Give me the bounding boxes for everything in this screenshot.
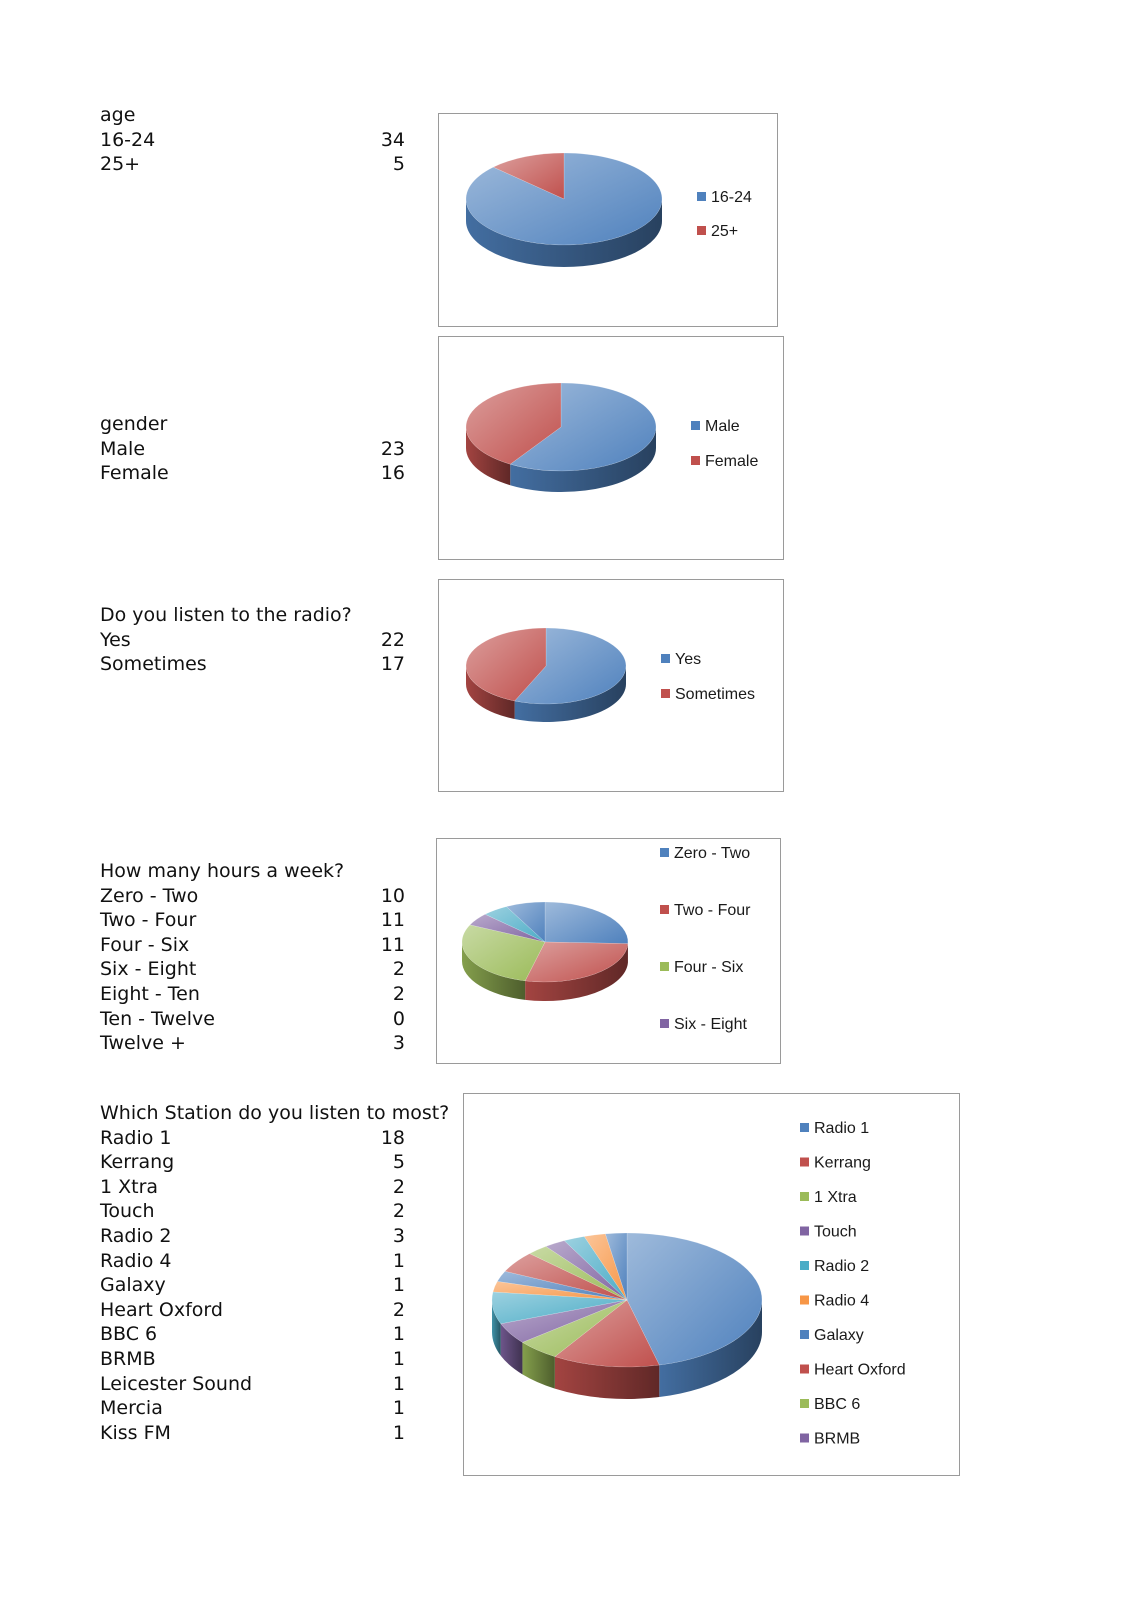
legend-label-radio-1: Radio 1 — [814, 1120, 870, 1137]
legend-swatch-bbc-6 — [800, 1399, 809, 1408]
legend-swatch-zero-two — [660, 848, 669, 857]
table-row: Twelve + 3 — [100, 1032, 405, 1055]
legend-swatch-galaxy — [800, 1330, 809, 1339]
legend-label-two-four: Two - Four — [674, 902, 751, 919]
hours-pie-chart — [436, 838, 781, 1064]
table-row: 1 Xtra 2 — [100, 1175, 405, 1198]
table-row: Four - Six 11 — [100, 933, 405, 956]
legend-swatch-four-six — [660, 962, 669, 971]
table-row: Radio 1 18 — [100, 1126, 405, 1149]
legend-swatch-radio-1 — [800, 1123, 809, 1132]
station-pie-svg — [464, 1094, 961, 1477]
table-row: Touch 2 — [100, 1200, 405, 1223]
legend-swatch-25 — [697, 226, 706, 235]
radio-table — [100, 603, 405, 677]
table-heading: gender — [100, 413, 168, 435]
legend-swatch-radio-4 — [800, 1296, 809, 1305]
table-row: BBC 6 1 — [100, 1323, 405, 1346]
legend-label-16-24: 16-24 — [711, 189, 752, 206]
table-row: Yes 22 — [100, 628, 405, 651]
gender-pie-chart — [438, 336, 784, 560]
table-row: 25+ 5 — [100, 153, 405, 176]
legend-label-galaxy: Galaxy — [814, 1327, 864, 1344]
legend-label-brmb: BRMB — [814, 1430, 861, 1448]
hours-table — [100, 859, 405, 1056]
table-heading: Which Station do you listen to most? — [100, 1102, 450, 1124]
table-heading: Do you listen to the radio? — [100, 604, 352, 626]
gender-pie-svg — [439, 337, 785, 561]
legend-label-touch: Touch — [814, 1223, 857, 1241]
table-row: Six - Eight 2 — [100, 958, 405, 981]
legend-label-male: Male — [705, 418, 740, 435]
station-pie-chart — [463, 1093, 960, 1476]
legend-label-1-xtra: 1 Xtra — [814, 1189, 857, 1206]
legend-swatch-yes — [661, 654, 670, 663]
table-row: Radio 2 3 — [100, 1224, 405, 1247]
table-row: Female 16 — [100, 462, 405, 485]
station-table — [100, 1101, 450, 1445]
age-pie-svg — [439, 114, 779, 328]
table-row: Radio 4 1 — [100, 1249, 405, 1272]
legend-label-sometimes: Sometimes — [675, 686, 756, 703]
table-row: Heart Oxford 2 — [100, 1298, 405, 1321]
legend-swatch-radio-2 — [800, 1261, 809, 1270]
legend-swatch-heart-oxford — [800, 1365, 809, 1374]
legend-label-radio-4: Radio 4 — [814, 1292, 870, 1310]
age-table — [100, 103, 405, 177]
table-row: Eight - Ten 2 — [100, 982, 405, 1005]
table-row: Leicester Sound 1 — [100, 1372, 405, 1395]
legend-label-kerrang: Kerrang — [814, 1154, 871, 1172]
legend-label-25: 25+ — [711, 223, 739, 240]
legend-label-yes: Yes — [675, 651, 702, 668]
table-row: Ten - Twelve 0 — [100, 1007, 405, 1030]
legend-label-four-six: Four - Six — [674, 959, 744, 976]
table-row: Mercia 1 — [100, 1397, 405, 1420]
table-heading: How many hours a week? — [100, 860, 345, 882]
table-row: Zero - Two 10 — [100, 884, 405, 907]
legend-swatch-16-24 — [697, 192, 706, 201]
legend-label-bbc-6: BBC 6 — [814, 1396, 861, 1413]
table-row: BRMB 1 — [100, 1347, 405, 1370]
table-row: 16-24 34 — [100, 128, 405, 151]
table-row: Sometimes 17 — [100, 653, 405, 676]
legend-swatch-two-four — [660, 905, 669, 914]
table-row: Two - Four 11 — [100, 909, 405, 932]
legend-swatch-1-xtra — [800, 1192, 809, 1201]
radio-pie-svg — [439, 580, 785, 793]
hours-pie-svg — [437, 839, 782, 1065]
table-heading: age — [100, 104, 136, 126]
table-row: Galaxy 1 — [100, 1274, 405, 1297]
table-row: Kiss FM 1 — [100, 1421, 405, 1444]
legend-label-six-eight: Six - Eight — [674, 1016, 747, 1033]
legend-swatch-female — [691, 456, 700, 465]
table-row: Male 23 — [100, 437, 405, 460]
legend-swatch-six-eight — [660, 1019, 669, 1028]
pie-slice-zero-two — [545, 902, 628, 944]
legend-label-heart-oxford: Heart Oxford — [814, 1361, 906, 1379]
gender-table — [100, 412, 405, 486]
legend-label-zero-two: Zero - Two — [674, 845, 751, 862]
legend-label-radio-2: Radio 2 — [814, 1258, 870, 1275]
table-row: Kerrang 5 — [100, 1151, 405, 1174]
legend-swatch-sometimes — [661, 689, 670, 698]
legend-swatch-male — [691, 421, 700, 430]
legend-swatch-brmb — [800, 1434, 809, 1443]
legend-label-female: Female — [705, 453, 759, 470]
radio-pie-chart — [438, 579, 784, 792]
legend-swatch-touch — [800, 1227, 809, 1236]
age-pie-chart — [438, 113, 778, 327]
legend-swatch-kerrang — [800, 1158, 809, 1167]
